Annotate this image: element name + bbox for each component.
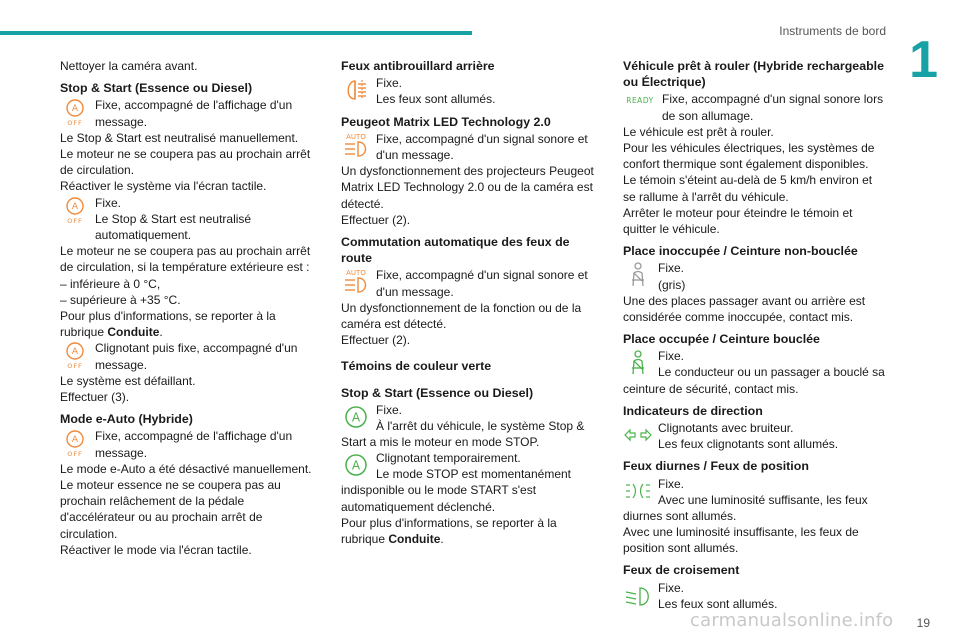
svg-text:AUTO: AUTO [346, 269, 366, 278]
section-title: Témoins de couleur verte [341, 359, 492, 374]
body-text: Pour plus d'informations, se reporter à la rubrique Conduite. [341, 515, 557, 547]
watermark: carmanualsonline.info [690, 610, 894, 631]
svg-text:A: A [71, 435, 79, 446]
body-text: Un dysfonctionnement de la fonction ou de la caméra est détecté. [341, 300, 582, 332]
intro-text: Nettoyer la caméra avant. [60, 59, 198, 73]
section-title: Place inoccupée / Ceinture non-bouclée [623, 244, 858, 259]
indicator-desc: Fixe, accompagné de l'affichage d'un message. [95, 98, 293, 129]
indicator-desc: Le Stop & Start est neutralisé automatiquement. [95, 211, 252, 243]
section-title: Feux diurnes / Feux de position [623, 459, 809, 474]
stop-start-off-orange-icon [60, 97, 90, 127]
indicator-row [623, 580, 885, 612]
section-title: Peugeot Matrix LED Technology 2.0 [341, 114, 551, 129]
indicator-state: Clignotant temporairement. [376, 451, 521, 466]
body-text: Arrêter le moteur pour éteindre le témoin et quitter le véhicule. [623, 205, 853, 237]
section-title: Feux antibrouillard arrière [341, 59, 495, 73]
e-auto-off-orange-icon [60, 428, 90, 458]
svg-text:A: A [71, 104, 79, 115]
auto-headlight-orange-icon [341, 131, 371, 161]
seat-unoccupied-grey-icon [623, 260, 653, 290]
svg-text:OFF: OFF [67, 362, 83, 371]
indicator-desc: Les feux sont allumés. [658, 596, 778, 611]
body-text: Effectuer (2). [341, 212, 411, 227]
section-title: Véhicule prêt à rouler (Hybride rechargeable ou Électrique) [623, 59, 884, 90]
svg-text:A: A [71, 347, 79, 358]
stop-start-green-icon [341, 402, 371, 432]
indicator-row [341, 267, 603, 299]
body-text: Le véhicule est prêt à rouler. [623, 124, 774, 139]
body-text: Le moteur ne se coupera pas au prochain arrêt de circulation, si la température extérieure est : [60, 244, 311, 275]
list-item: – supérieure à +35 °C. [60, 292, 181, 307]
indicator-row [60, 195, 322, 244]
indicator-state: Fixe. [658, 261, 685, 276]
body-text: À l'arrêt du véhicule, le système Stop & Start a mis le moteur en mode STOP. [341, 418, 585, 450]
indicator-desc: Les feux sont allumés. [376, 92, 496, 107]
page-number: 19 [916, 616, 930, 630]
indicator-desc: Fixe, accompagné de l'affichage d'un message. [95, 429, 293, 460]
body-text: Le mode e-Auto a été désactivé manuellement. [60, 461, 312, 476]
section-title: Commutation automatique des feux de route [341, 235, 570, 266]
indicator-state: Fixe. [376, 76, 403, 91]
indicator-state: Clignotants avec bruiteur. [658, 421, 794, 436]
body-text: Le système est défaillant. [60, 373, 196, 388]
body-text: Réactiver le mode via l'écran tactile. [60, 542, 252, 557]
indicator-row [623, 420, 885, 452]
svg-text:AUTO: AUTO [346, 132, 366, 141]
body-text: Le moteur essence ne se coupera pas au prochain relâchement de la pédale d'accélérateur ou au prochain arrêt de circulation. [60, 478, 281, 541]
body-text: Avec une luminosité suffisante, les feux diurnes sont allumés. [623, 492, 868, 523]
svg-text:OFF: OFF [67, 450, 83, 459]
indicator-row [341, 75, 603, 107]
column-3 [623, 58, 885, 612]
column-2 [341, 58, 603, 547]
seat-belt-fastened-green-icon [623, 348, 653, 378]
body-text: Le mode STOP est momentanément indisponible ou le mode START s'est automatiquement déclenché. [341, 467, 571, 514]
body-text: Le conducteur ou un passager a bouclé sa ceinture de sécurité, contact mis. [623, 365, 885, 396]
low-beam-headlight-icon [623, 580, 653, 610]
chapter-number: 1 [909, 31, 938, 89]
body-text: Le Stop & Start est neutralisé manuellement. [60, 130, 299, 145]
stop-start-off-orange-icon [60, 195, 90, 225]
stop-start-off-orange-icon [60, 340, 90, 370]
link-conduite: Conduite [388, 532, 441, 547]
rear-fog-light-icon [341, 75, 371, 105]
section-title: Feux de croisement [623, 563, 740, 578]
indicator-row [60, 340, 322, 372]
indicator-row [60, 97, 322, 129]
svg-text:A: A [351, 458, 361, 473]
indicator-state: Fixe. [95, 195, 122, 210]
body-text: Avec une luminosité insuffisante, les feux de position sont allumés. [623, 525, 859, 556]
svg-text:OFF: OFF [67, 119, 83, 128]
body-text: Effectuer (3). [60, 390, 130, 405]
body-text: Pour plus d'informations, se reporter à la rubrique Conduite. [60, 309, 276, 340]
svg-text:A: A [71, 201, 79, 212]
indicator-state: Fixe. [658, 580, 685, 595]
link-conduite: Conduite [107, 325, 160, 340]
stop-start-green-icon [341, 450, 371, 480]
indicator-row [623, 260, 885, 292]
column-1 [60, 58, 322, 558]
list-item: – inférieure à 0 °C, [60, 276, 161, 291]
turn-signal-arrows-icon [623, 420, 653, 450]
indicator-desc: Fixe, accompagné d'un signal sonore et d'un message. [376, 131, 588, 163]
indicator-desc: Fixe, accompagné d'un signal sonore et d'un message. [376, 268, 588, 299]
indicator-state: Fixe. [658, 349, 685, 364]
running-header: Instruments de bord [779, 24, 886, 38]
indicator-row [341, 131, 603, 163]
body-text: Le moteur ne se coupera pas au prochain arrêt de circulation. [60, 147, 311, 178]
body-text: Réactiver le système via l'écran tactile. [60, 179, 267, 194]
body-text: Une des places passager avant ou arrière est considérée comme inoccupée, contact mis. [623, 293, 866, 325]
indicator-color: (gris) [658, 277, 686, 292]
section-title: Indicateurs de direction [623, 403, 763, 418]
section-title: Stop & Start (Essence ou Diesel) [60, 81, 253, 96]
ready-icon [623, 91, 657, 109]
daytime-running-lights-icon [623, 476, 653, 506]
indicator-row [623, 91, 885, 123]
indicator-row [60, 428, 322, 460]
indicator-state: Fixe. [658, 476, 685, 491]
indicator-desc: Clignotant puis fixe, accompagné d'un message. [95, 341, 298, 372]
auto-headlight-orange-icon [341, 267, 371, 297]
section-title: Stop & Start (Essence ou Diesel) [341, 385, 534, 400]
section-title: Place occupée / Ceinture bouclée [623, 332, 820, 347]
body-text: Pour les véhicules électriques, les systèmes de confort thermique sont également disponibles. [623, 141, 875, 172]
body-text: Effectuer (2). [341, 333, 411, 348]
svg-text:OFF: OFF [67, 216, 83, 225]
svg-text:READY: READY [626, 96, 654, 106]
section-title: Mode e-Auto (Hybride) [60, 412, 193, 427]
header-accent-bar [0, 31, 472, 35]
indicator-desc: Fixe, accompagné d'un signal sonore lors de son allumage. [662, 92, 884, 123]
indicator-desc: Les feux clignotants sont allumés. [658, 437, 839, 452]
body-text: Un dysfonctionnement des projecteurs Peugeot Matrix LED Technology 2.0 ou de la caméra est détecté. [341, 164, 594, 211]
svg-text:A: A [351, 410, 361, 425]
body-text: Le témoin s'éteint au-delà de 5 km/h environ et se rallume à l'arrêt du véhicule. [623, 173, 873, 204]
indicator-state: Fixe. [376, 402, 403, 417]
